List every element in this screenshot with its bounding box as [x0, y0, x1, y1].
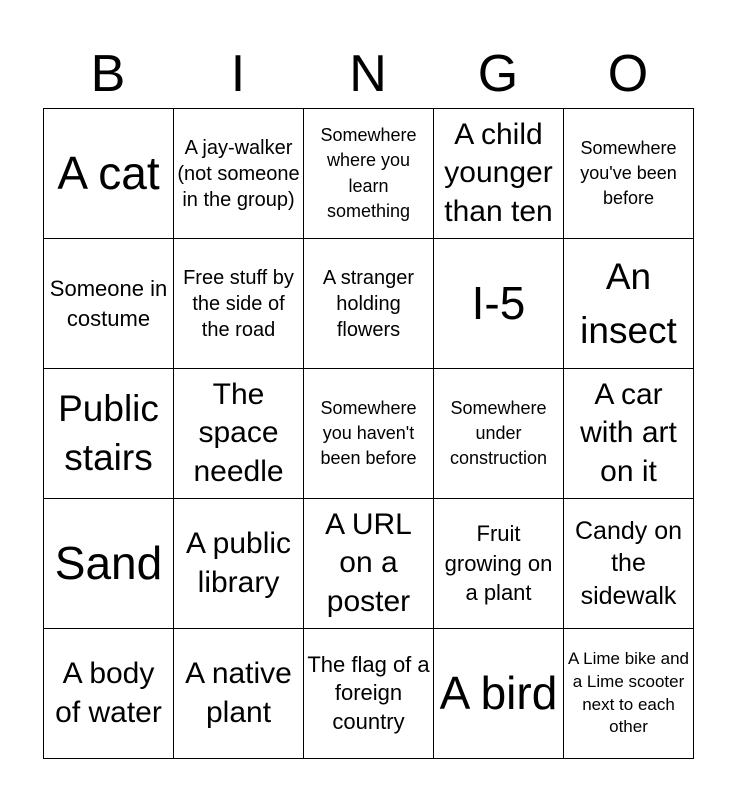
cell-text: A child younger than ten	[444, 117, 553, 228]
cell-text: Someone in costume	[49, 275, 168, 331]
bingo-cell-r5c1[interactable]	[44, 629, 174, 759]
cell-text: A public library	[185, 527, 292, 599]
bingo-cell-r5c4[interactable]	[434, 629, 564, 759]
bingo-cell-r2c2[interactable]	[174, 239, 304, 369]
bingo-cell-r1c1[interactable]	[44, 109, 174, 239]
bingo-cell-r2c1[interactable]	[44, 239, 174, 369]
bingo-cell-r3c5[interactable]	[564, 369, 694, 499]
cell-text: Candy on the sidewalk	[574, 516, 683, 610]
bingo-cell-r1c5[interactable]	[564, 109, 694, 239]
cell-text: Somewhere you haven't been before	[320, 397, 417, 469]
bingo-grid	[43, 108, 694, 759]
bingo-cell-r2c5[interactable]	[564, 239, 694, 369]
bingo-header	[43, 40, 693, 108]
cell-text: A native plant	[185, 657, 292, 729]
bingo-cell-r3c3[interactable]	[304, 369, 434, 499]
bingo-cell-r5c3[interactable]	[304, 629, 434, 759]
cell-text: The flag of a foreign country	[307, 651, 430, 734]
header-letter-i: I	[230, 45, 246, 103]
cell-text: A bird	[439, 667, 558, 720]
cell-text: A stranger holding flowers	[322, 266, 415, 341]
header-letter-b: B	[90, 45, 126, 103]
cell-text: A URL on a poster	[325, 507, 412, 618]
header-letter-g: G	[477, 45, 519, 103]
cell-text: Fruit growing on a plant	[444, 520, 553, 606]
bingo-cell-r5c2[interactable]	[174, 629, 304, 759]
bingo-cell-r4c3[interactable]	[304, 499, 434, 629]
bingo-cell-r1c4[interactable]	[434, 109, 564, 239]
cell-text: A jay-walker (not someone in the group)	[177, 136, 300, 211]
bingo-cell-r4c4[interactable]	[434, 499, 564, 629]
bingo-cell-r1c2[interactable]	[174, 109, 304, 239]
bingo-cell-r1c3[interactable]	[304, 109, 434, 239]
cell-text: The space needle	[193, 377, 284, 488]
cell-text: Sand	[54, 536, 163, 589]
bingo-cell-r2c4[interactable]	[434, 239, 564, 369]
cell-text: Somewhere where you learn something	[320, 125, 417, 221]
bingo-cell-r3c4[interactable]	[434, 369, 564, 499]
bingo-cell-r3c1[interactable]	[44, 369, 174, 499]
cell-text: An insect	[580, 255, 677, 351]
cell-text: A car with art on it	[580, 377, 677, 488]
bingo-cell-r2c3[interactable]	[304, 239, 434, 369]
cell-text: Somewhere you've been before	[580, 137, 677, 209]
bingo-cell-r4c2[interactable]	[174, 499, 304, 629]
header-letter-n: N	[349, 45, 387, 103]
cell-text: I-5	[471, 276, 526, 329]
header-letter-o: O	[607, 45, 649, 103]
cell-text: Free stuff by the side of the road	[183, 266, 294, 341]
cell-text: A Lime bike and a Lime scooter next to each other	[568, 648, 689, 737]
bingo-cell-r5c5[interactable]	[564, 629, 694, 759]
cell-text: A body of water	[55, 657, 162, 729]
cell-text: A cat	[57, 146, 160, 199]
cell-text: Somewhere under construction	[449, 397, 548, 469]
cell-text: Public stairs	[58, 388, 159, 478]
bingo-cell-r3c2[interactable]	[174, 369, 304, 499]
bingo-cell-r4c5[interactable]	[564, 499, 694, 629]
bingo-cell-r4c1[interactable]	[44, 499, 174, 629]
